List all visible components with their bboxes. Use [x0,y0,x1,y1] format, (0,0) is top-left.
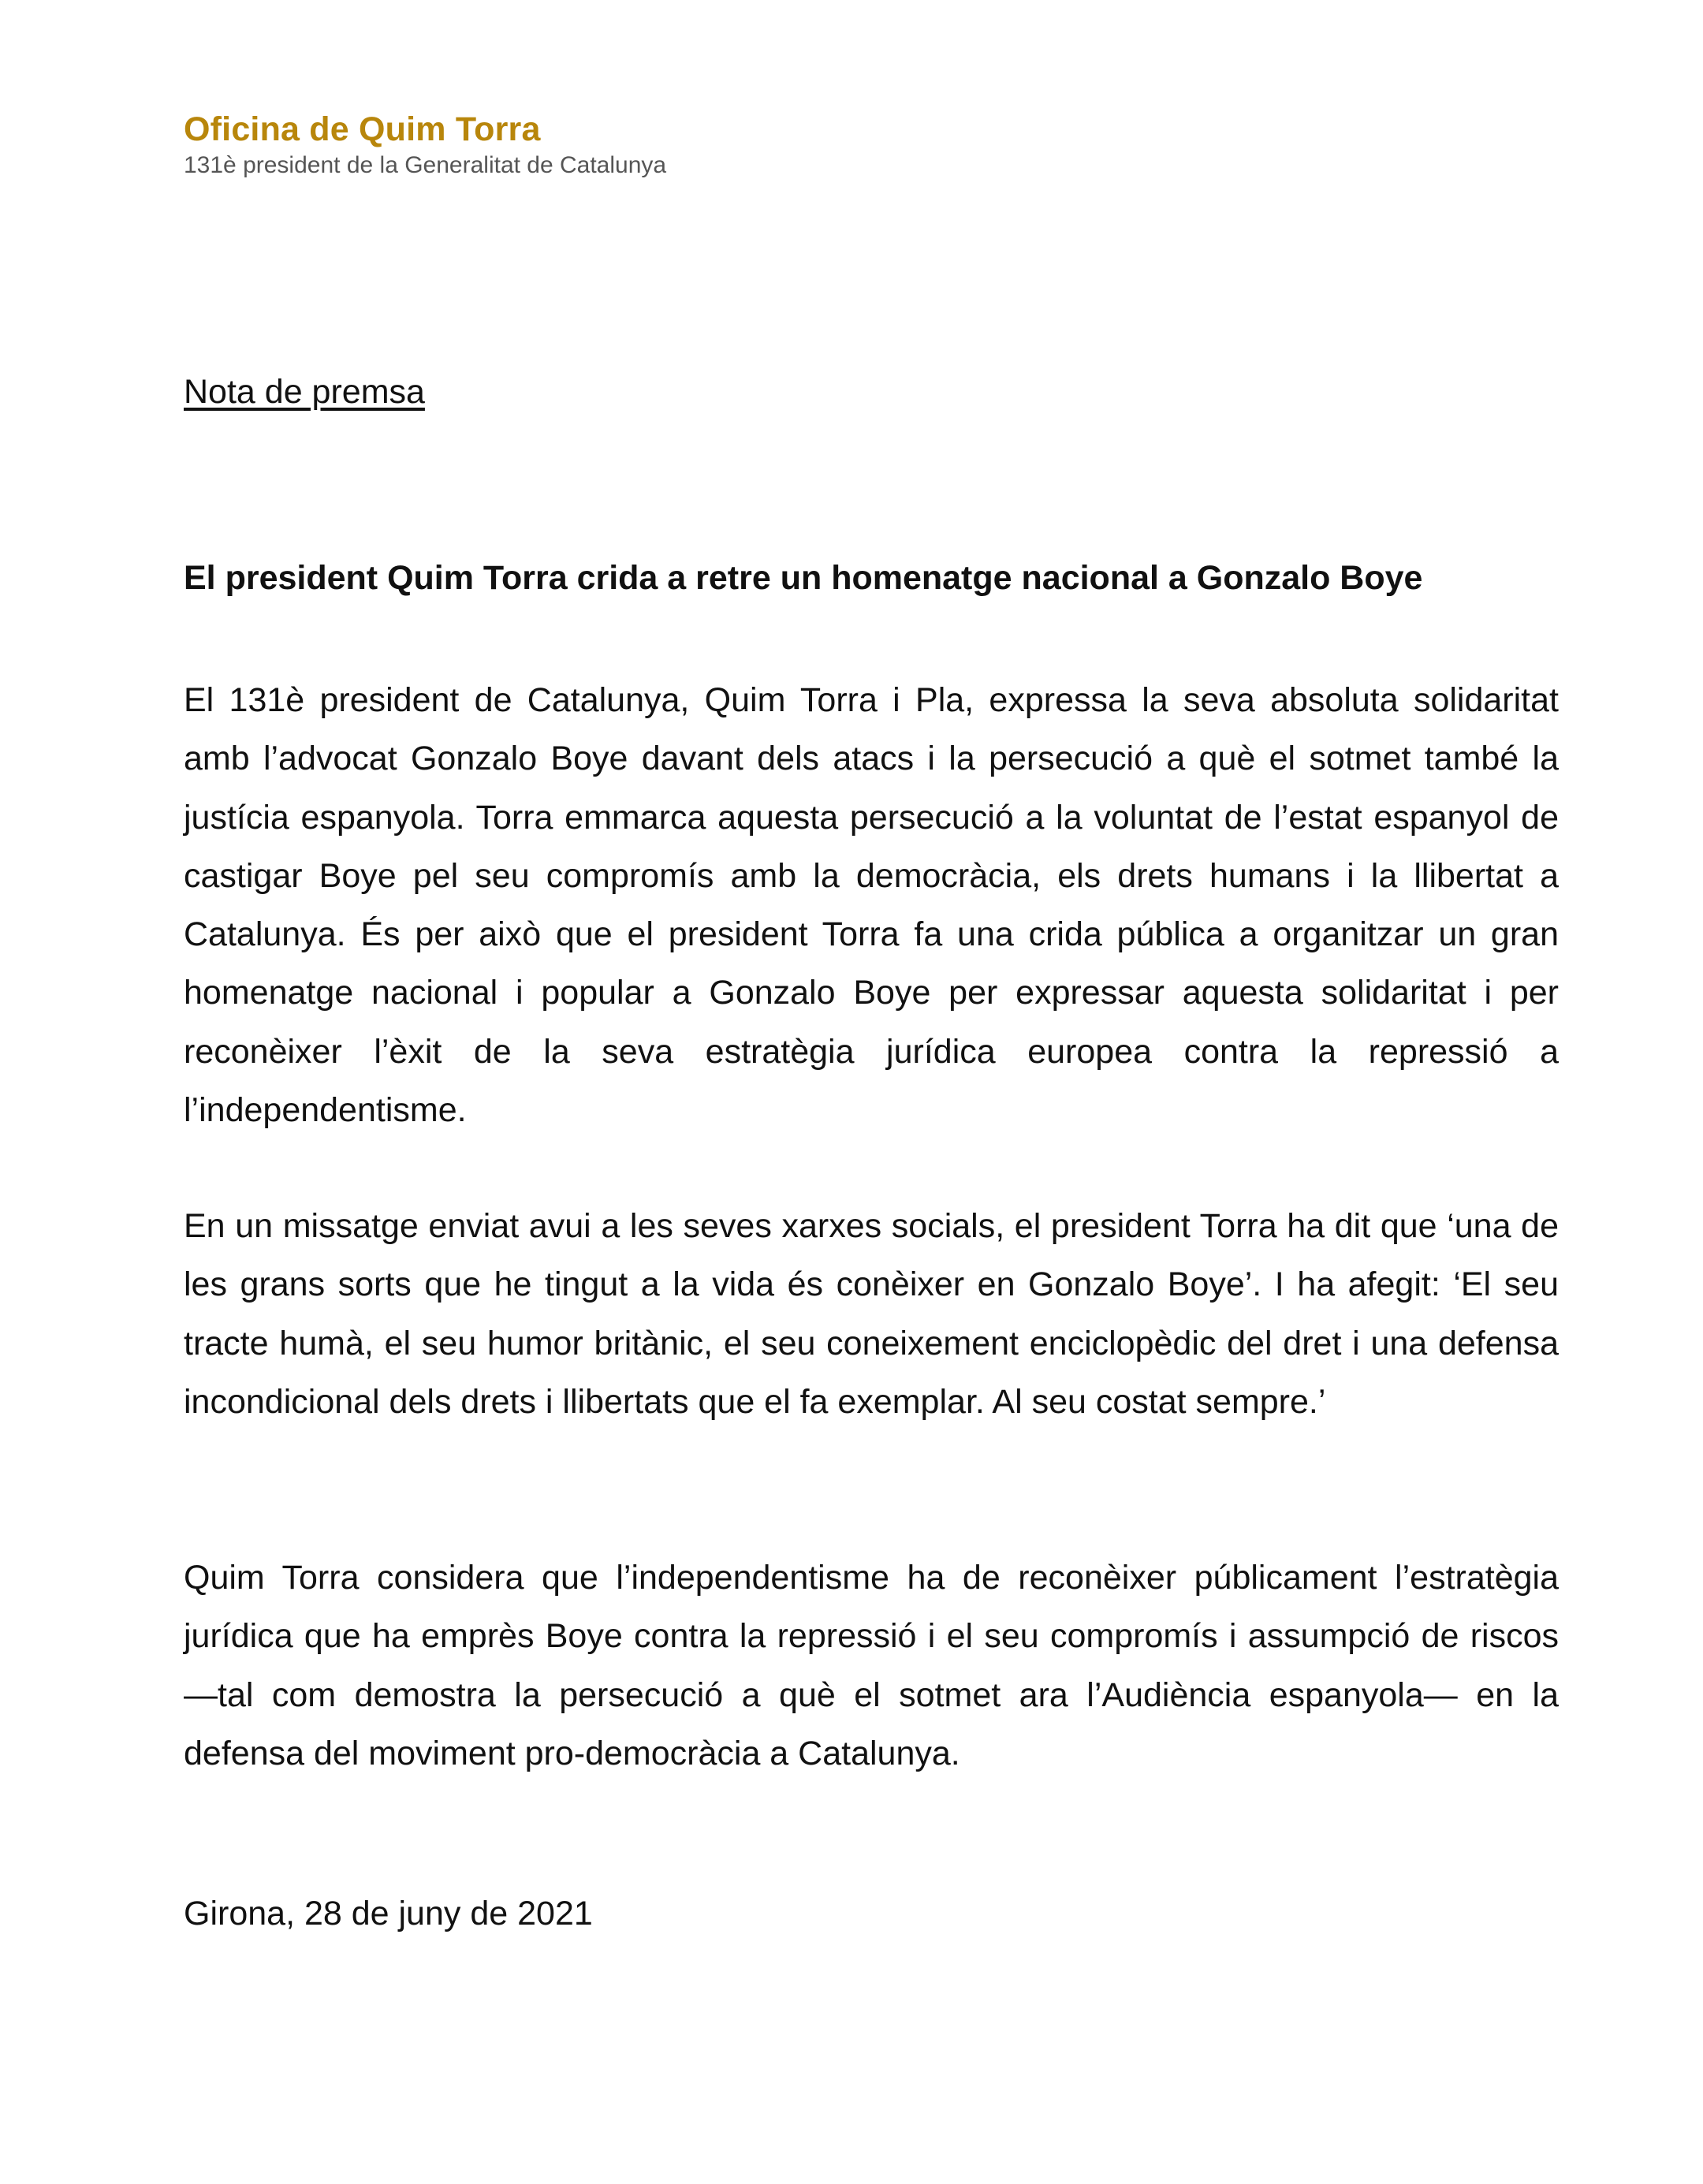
body-paragraph-2: En un missatge enviat avui a les seves xarxes socials, el president Torra ha dit que ‘una de les grans sorts que he tingut a la vida és conèixer en Gonzalo Boye’. I ha afegit: ‘El seu tracte humà, el seu humor britànic, el seu coneixement enciclopèdic del dret i una defensa incondicional dels drets i llibertats que el fa exemplar. Al seu costat sempre.’ [184,1207,1559,1421]
office-name: Oficina de Quim Torra [184,110,541,148]
document-type-label: Nota de premsa [184,373,425,411]
office-subtitle: 131è president de la Generalitat de Catalunya [184,152,667,178]
dateline: Girona, 28 de juny de 2021 [184,1895,593,1932]
body-paragraph-3: Quim Torra considera que l’independentisme ha de reconèixer públicament l’estratègia jurídica que ha emprès Boye contra la repressió i el seu compromís i assumpció de riscos —tal com demostra la persecució a què el sotmet ara l’Audiència espanyola— en la defensa del moviment pro-democràcia a Catalunya. [184,1559,1559,1772]
body-paragraph-1: El 131è president de Catalunya, Quim Torra i Pla, expressa la seva absoluta solidaritat amb l’advocat Gonzalo Boye davant dels atacs i la persecució a què el sotmet també la justícia espanyola. Torra emmarca aquesta persecució a la voluntat de l’estat espanyol de castigar Boye pel seu compromís amb la democràcia, els drets humans i la llibertat a Catalunya. És per això que el president Torra fa una crida pública a organitzar un gran homenatge nacional i popular a Gonzalo Boye per expressar aquesta solidaritat i per reconèixer l’èxit de la seva estratègia jurídica europea contra la repressió a l’independentisme. [184,681,1559,1130]
press-release-headline: El president Quim Torra crida a retre un homenatge nacional a Gonzalo Boye [184,559,1423,597]
letterhead [184,109,666,181]
